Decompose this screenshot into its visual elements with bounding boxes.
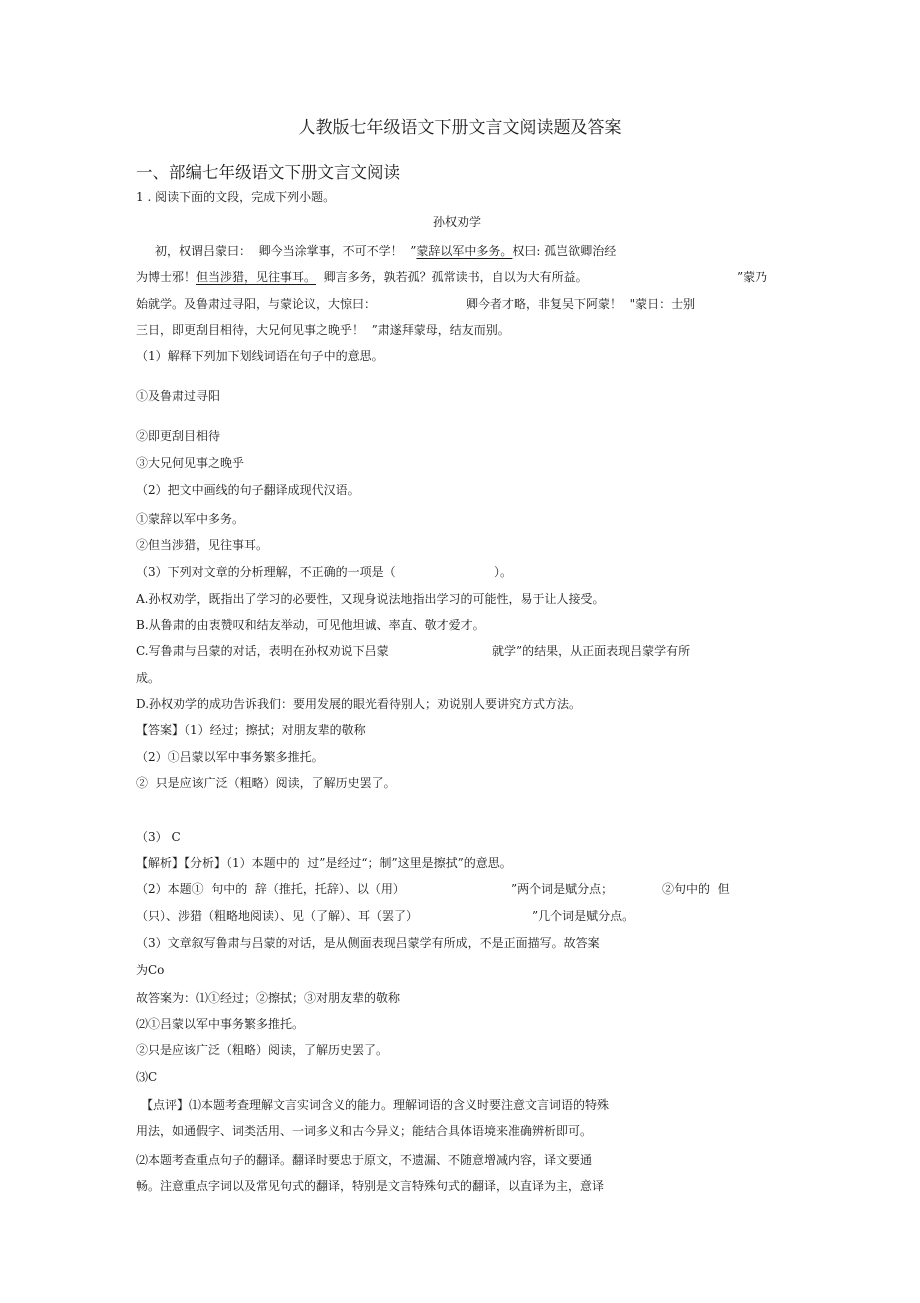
passage-title: 孙权劝学: [433, 215, 482, 229]
option-b: B.从鲁肃的由衷赞叹和结友举动，可见他坦诚、率直、敬才爱才。: [136, 618, 485, 632]
q1-item-3: ③大兄何见事之晚乎: [136, 456, 245, 470]
option-c: C.写鲁肃与吕蒙的对话，表明在孙权劝说下吕蒙: [136, 644, 389, 658]
passage-text: 卿言多务，孰若孤？孤常读书，自以为大有所益。: [316, 270, 588, 284]
comment-line-4: 畅。注意重点字词以及常见句式的翻译，特别是文言特殊句式的翻译，以直译为主，意译: [136, 1179, 605, 1193]
summary-line-2: ⑵①吕蒙以军中事务繁多推托。: [136, 1017, 305, 1031]
underlined-sentence-2: 但当涉猎，见往事耳。: [196, 270, 317, 284]
answer-1: 【答案】（1）经过；擦拭；对朋友辈的敬称: [136, 723, 366, 737]
passage-line-3a: 始就学。及鲁肃过寻阳，与蒙论议，大惊曰：: [136, 297, 377, 311]
analysis-line-2b: ”两个词是赋分点；: [511, 882, 614, 896]
analysis-line-2c: ②句中的 但: [662, 882, 730, 896]
question-intro: 1 . 阅读下面的文段，完成下列小题。: [136, 190, 336, 204]
option-d: D.孙权劝学的成功告诉我们：要用发展的眼光看待别人；劝说别人要讲究方式方法。: [136, 697, 582, 711]
analysis-line-5: 为Co: [136, 963, 165, 977]
q2-item-1: ①蒙辞以军中多务。: [136, 512, 245, 526]
analysis-line-1: 【解析】【分析】（1）本题中的 过”是经过“；制”这里是擦拭”的意思。: [136, 856, 512, 870]
answer-3: （3） C: [136, 830, 181, 844]
passage-text: 初，权谓吕蒙曰： 卿今当涂掌事，不可不学！ ”: [155, 244, 417, 258]
q3-prompt: （3）下列对文章的分析理解，不正确的一项是（: [136, 565, 396, 579]
analysis-line-4: （3）文章叙写鲁肃与吕蒙的对话，是从侧面表现吕蒙学有所成，不是正面描写。故答案: [136, 936, 600, 950]
passage-line-1: [155, 243, 616, 259]
answer-2-2: ② 只是应该广泛（粗略）阅读，了解历史罢了。: [136, 776, 396, 790]
comment-line-1: 【点评】⑴本题考查理解文言实词含义的能力。理解词语的含义时要注意文言词语的特殊: [141, 1098, 610, 1112]
analysis-line-3b: ”几个词是赋分点。: [532, 909, 635, 923]
analysis-line-3a: （只）、涉猎（粗略地阅读）、见（了解）、耳（罢了）: [136, 909, 419, 923]
comment-line-3: ⑵本题考查重点句子的翻译。翻译时要忠于原文，不遗漏、不随意增减内容，译文要通: [136, 1153, 593, 1167]
q3-prompt-end: ）。: [494, 565, 513, 579]
passage-text: 为博士邪！: [136, 270, 197, 284]
passage-text: 权曰: 孤岂欲卿治经: [512, 244, 617, 258]
q2-prompt: （2）把文中画线的句子翻译成现代汉语。: [136, 483, 360, 497]
comment-line-2: 用法，如通假字、词类活用、一词多义和古今异义；能结合具体语境来准确辨析即可。: [136, 1124, 593, 1138]
q1-item-2: ②即更刮目相待: [136, 429, 221, 443]
option-c-cont: 就学”的结果，从正面表现吕蒙学有所: [492, 644, 691, 658]
analysis-line-2a: （2）本题① 句中的 辞（推托，托辞）、以（用）: [136, 882, 405, 896]
option-a: A.孙权劝学，既指出了学习的必要性，又现身说法地指出学习的可能性，易于让人接受。: [136, 592, 605, 606]
section-heading: 一、部编七年级语文下册文言文阅读: [136, 163, 400, 182]
summary-line-4: ⑶C: [136, 1070, 158, 1084]
option-c-end: 成。: [136, 671, 161, 685]
passage-line-2: [136, 269, 588, 285]
summary-line-3: ②只是应该广泛（粗略）阅读，了解历史罢了。: [136, 1043, 389, 1057]
document-title: 人教版七年级语文下册文言文阅读题及答案: [298, 118, 622, 138]
underlined-sentence-1: 蒙辞以军中多务。: [416, 244, 513, 258]
summary-line-1: 故答案为：⑴①经过；②擦拭；③对朋友辈的敬称: [136, 991, 401, 1005]
q1-prompt: （1）解释下列加下划线词语在句子中的意思。: [136, 349, 384, 363]
passage-line-4: 三日，即更刮目相待，大兄何见事之晚乎！ ”肃遂拜蒙母，结友而别。: [136, 323, 510, 337]
answer-2-1: （2）①吕蒙以军中事务繁多推托。: [136, 750, 324, 764]
q1-item-1: ①及鲁肃过寻阳: [136, 389, 221, 403]
passage-line-2-end: ”蒙乃: [737, 270, 768, 284]
passage-line-3b: 卿今者才略，非复吴下阿蒙！ "蒙日：士别: [466, 297, 696, 311]
q2-item-2: ②但当涉猎，见往事耳。: [136, 538, 269, 552]
